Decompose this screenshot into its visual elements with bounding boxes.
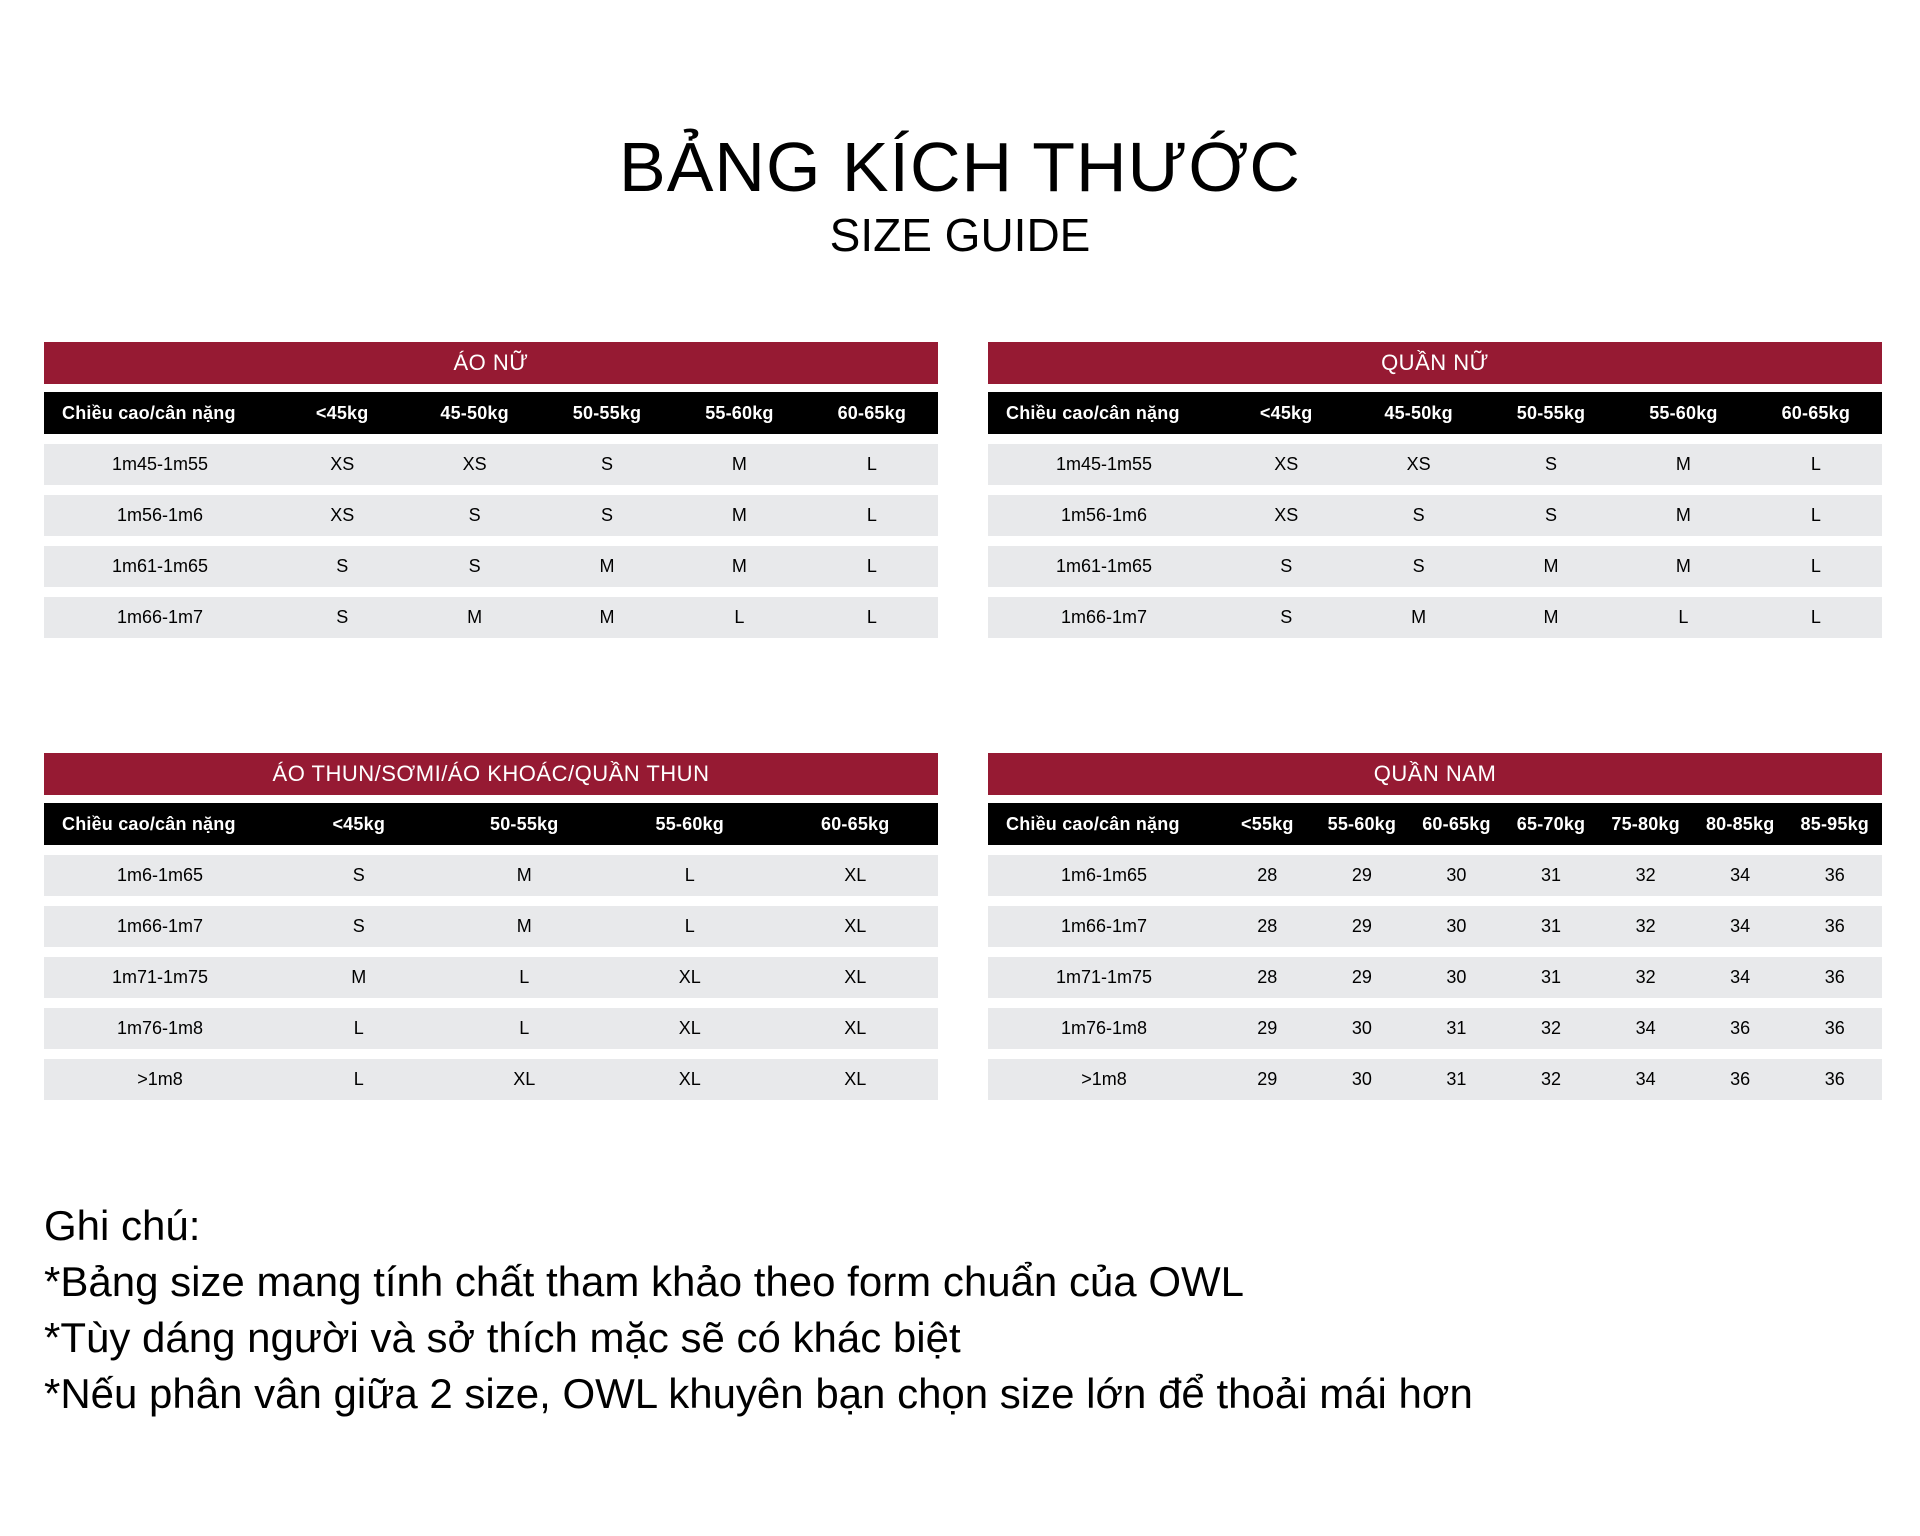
table-row (44, 597, 938, 638)
size-cell: M (1411, 607, 1427, 627)
table-row (44, 1008, 938, 1049)
size-table-quan-nu (988, 342, 1882, 638)
column-header: <45kg (315, 402, 369, 423)
size-cell: 34 (1635, 1018, 1656, 1038)
size-cell: L (1810, 607, 1821, 627)
size-cell: S (1545, 505, 1558, 525)
size-cell: L (684, 916, 695, 936)
size-cell: L (1810, 454, 1821, 474)
note-line: *Bảng size mang tính chất tham khảo theo form chuẩn của OWL (44, 1258, 1244, 1305)
size-cell: S (1412, 556, 1425, 576)
size-cell: 31 (1541, 967, 1562, 987)
size-cell: S (336, 607, 349, 627)
size-cell: 34 (1730, 865, 1751, 885)
size-cell: 34 (1730, 967, 1751, 987)
size-cell: 32 (1635, 967, 1656, 987)
table-title: QUẦN NỮ (988, 342, 1882, 384)
size-cell: M (1543, 556, 1559, 576)
row-label: 1m71-1m75 (1055, 967, 1153, 987)
column-header: 45-50kg (440, 402, 509, 423)
size-cell: XL (844, 865, 867, 885)
size-cell: 28 (1257, 916, 1278, 936)
size-cell: 28 (1257, 865, 1278, 885)
table-title: ÁO THUN/SƠMI/ÁO KHOÁC/QUẦN THUN (44, 753, 938, 795)
size-cell: 29 (1351, 865, 1372, 885)
row-label: 1m76-1m8 (1060, 1018, 1148, 1038)
size-cell: 29 (1257, 1069, 1278, 1089)
size-cell: M (1675, 505, 1691, 525)
column-header: 50-55kg (490, 813, 559, 834)
table-row (988, 957, 1882, 998)
table-row (44, 957, 938, 998)
size-cell: L (684, 865, 695, 885)
column-header: 60-65kg (821, 813, 890, 834)
size-cell: XS (1406, 454, 1431, 474)
size-cell: M (599, 556, 615, 576)
row-label: 1m61-1m65 (1055, 556, 1153, 576)
size-cell: XL (844, 967, 867, 987)
row-label: 1m66-1m7 (1060, 916, 1148, 936)
row-label: >1m8 (1081, 1069, 1127, 1089)
note-line: *Tùy dáng người và sở thích mặc sẽ có khác biệt (44, 1314, 961, 1361)
column-header: 55-60kg (1327, 813, 1397, 834)
size-cell: L (866, 607, 877, 627)
size-cell: 30 (1351, 1069, 1372, 1089)
column-header: 60-65kg (1781, 402, 1851, 423)
size-cell: S (601, 505, 614, 525)
page-title: BẢNG KÍCH THƯỚC (619, 128, 1301, 206)
row-label: 1m66-1m7 (1060, 607, 1148, 627)
size-cell: 36 (1730, 1069, 1751, 1089)
size-cell: 29 (1351, 967, 1372, 987)
table-row (988, 546, 1882, 587)
size-cell: M (1543, 607, 1559, 627)
row-label: 1m56-1m6 (116, 505, 204, 525)
size-cell: 31 (1446, 1069, 1467, 1089)
column-header: 45-50kg (1384, 402, 1453, 423)
size-cell: L (1678, 607, 1689, 627)
size-cell: M (731, 556, 747, 576)
size-cell: 32 (1635, 865, 1656, 885)
size-cell: 29 (1257, 1018, 1278, 1038)
table-row (988, 1008, 1882, 1049)
row-label: 1m71-1m75 (111, 967, 209, 987)
table-row (988, 444, 1882, 485)
row-label: 1m66-1m7 (116, 607, 204, 627)
size-cell: 30 (1446, 967, 1467, 987)
table-row (44, 495, 938, 536)
size-table-ao-thun (44, 753, 938, 1100)
column-header: 55-60kg (655, 813, 724, 834)
table-row (988, 855, 1882, 896)
row-label: >1m8 (137, 1069, 183, 1089)
size-cell: M (731, 505, 747, 525)
size-cell: S (601, 454, 614, 474)
page-subtitle: SIZE GUIDE (829, 209, 1091, 261)
size-cell: 29 (1351, 916, 1372, 936)
size-cell: M (516, 865, 532, 885)
size-cell: L (519, 967, 530, 987)
notes-section (44, 1198, 1884, 1422)
size-cell: XS (330, 454, 355, 474)
size-cell: L (734, 607, 745, 627)
table-row (44, 444, 938, 485)
size-cell: XL (844, 1069, 867, 1089)
table-row (988, 495, 1882, 536)
size-cell: S (336, 556, 349, 576)
size-cell: 32 (1635, 916, 1656, 936)
size-cell: S (352, 865, 365, 885)
size-cell: S (352, 916, 365, 936)
size-cell: L (353, 1018, 364, 1038)
column-header: 50-55kg (1516, 402, 1586, 423)
size-cell: L (1810, 505, 1821, 525)
size-cell: XS (1274, 454, 1299, 474)
column-header: <55kg (1241, 813, 1294, 834)
row-label: 1m61-1m65 (111, 556, 209, 576)
table-row (44, 546, 938, 587)
table-row (44, 1059, 938, 1100)
table-title: QUẦN NAM (988, 753, 1882, 795)
column-header: Chiều cao/cân nặng (62, 813, 236, 834)
row-label: 1m45-1m55 (111, 454, 209, 474)
size-cell: 36 (1824, 1069, 1845, 1089)
column-header: 60-65kg (837, 402, 907, 423)
size-cell: S (1280, 607, 1293, 627)
size-cell: M (1675, 556, 1691, 576)
size-cell: XL (678, 1069, 701, 1089)
table-row (988, 597, 1882, 638)
size-cell: M (516, 916, 532, 936)
column-header: 55-60kg (705, 402, 774, 423)
note-line: *Nếu phân vân giữa 2 size, OWL khuyên bạn chọn size lớn để thoải mái hơn (44, 1370, 1473, 1417)
size-cell: L (1810, 556, 1821, 576)
size-cell: 31 (1446, 1018, 1467, 1038)
size-cell: 32 (1541, 1069, 1562, 1089)
size-cell: 30 (1446, 916, 1467, 936)
column-header: 85-95kg (1800, 813, 1869, 834)
size-cell: XL (678, 967, 701, 987)
size-cell: XL (844, 916, 867, 936)
table-header-row (988, 803, 1882, 845)
size-cell: 34 (1635, 1069, 1656, 1089)
size-cell: M (467, 607, 483, 627)
column-header: <45kg (1259, 402, 1313, 423)
table-header-row (44, 392, 938, 434)
size-cell: L (866, 454, 877, 474)
table-row (988, 1059, 1882, 1100)
table-header-row (988, 392, 1882, 434)
column-header: 75-80kg (1611, 813, 1680, 834)
size-cell: 32 (1541, 1018, 1562, 1038)
size-cell: 34 (1730, 916, 1751, 936)
size-cell: M (351, 967, 367, 987)
size-cell: XS (462, 454, 487, 474)
size-cell: M (599, 607, 615, 627)
size-cell: XS (1274, 505, 1299, 525)
column-header: <45kg (332, 813, 386, 834)
column-header: 55-60kg (1649, 402, 1718, 423)
row-label: 1m76-1m8 (116, 1018, 204, 1038)
row-label: 1m6-1m65 (116, 865, 204, 885)
size-cell: 36 (1824, 916, 1845, 936)
column-header: Chiều cao/cân nặng (1006, 402, 1180, 423)
size-cell: L (866, 556, 877, 576)
size-table-ao-nu (44, 342, 938, 638)
size-cell: L (353, 1069, 364, 1089)
size-cell: L (866, 505, 877, 525)
column-header: 50-55kg (572, 402, 642, 423)
size-cell: S (468, 505, 481, 525)
size-cell: XL (678, 1018, 701, 1038)
size-cell: 36 (1824, 1018, 1845, 1038)
table-header-row (44, 803, 938, 845)
size-cell: M (1675, 454, 1691, 474)
table-row (44, 906, 938, 947)
notes-heading: Ghi chú: (44, 1202, 201, 1249)
size-cell: 36 (1824, 967, 1845, 987)
row-label: 1m56-1m6 (1060, 505, 1148, 525)
size-cell: 31 (1541, 916, 1562, 936)
table-row (988, 906, 1882, 947)
row-label: 1m6-1m65 (1060, 865, 1148, 885)
row-label: 1m45-1m55 (1055, 454, 1153, 474)
table-row (44, 855, 938, 896)
column-header: 65-70kg (1516, 813, 1586, 834)
size-cell: S (1545, 454, 1558, 474)
column-header: 80-85kg (1705, 813, 1775, 834)
size-cell: S (468, 556, 481, 576)
size-cell: 30 (1351, 1018, 1372, 1038)
size-cell: M (731, 454, 747, 474)
size-cell: S (1280, 556, 1293, 576)
size-cell: 36 (1730, 1018, 1751, 1038)
column-header: 60-65kg (1422, 813, 1491, 834)
size-cell: 31 (1541, 865, 1562, 885)
size-cell: XS (330, 505, 355, 525)
size-cell: S (1412, 505, 1425, 525)
size-cell: 28 (1257, 967, 1278, 987)
size-cell: L (519, 1018, 530, 1038)
row-label: 1m66-1m7 (116, 916, 204, 936)
column-header: Chiều cao/cân nặng (62, 402, 236, 423)
size-cell: XL (513, 1069, 536, 1089)
size-table-quan-nam (988, 753, 1882, 1100)
size-cell: 36 (1824, 865, 1845, 885)
table-title: ÁO NỮ (44, 342, 938, 384)
size-cell: XL (844, 1018, 867, 1038)
size-cell: 30 (1446, 865, 1467, 885)
column-header: Chiều cao/cân nặng (1006, 813, 1180, 834)
